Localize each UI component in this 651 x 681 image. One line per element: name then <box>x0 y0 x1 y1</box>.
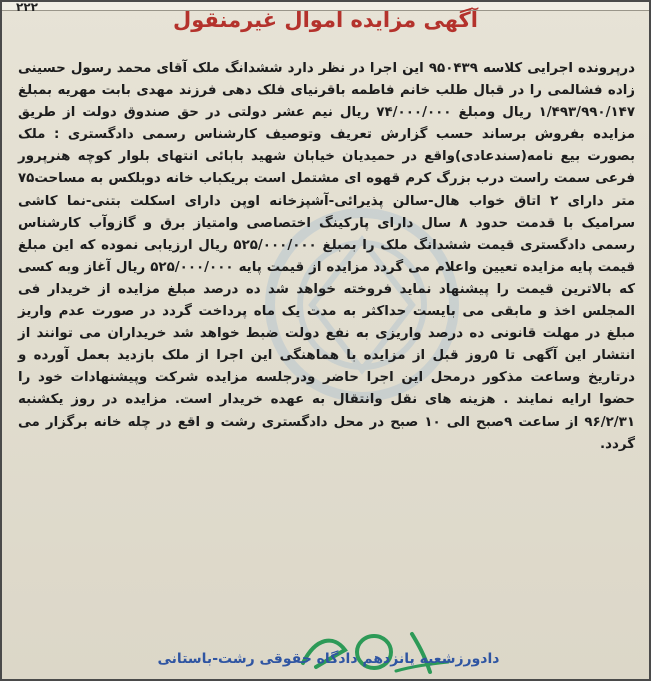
signature-line: دادورزشعبه پانزدهم دادگاه حقوقی رشت-باستانی <box>157 651 500 667</box>
notice-body: درپرونده اجرایی کلاسه ۹۵۰۴۳۹ این اجرا در نظر دارد ششدانگ ملک آقای محمد رسول حسینی زاده فشالمی را در قبال طلب خانم فاطمه باقرنیای فلک دهی فرزند مهدی بابت مهریه بمبلغ ۱/۴۹۳/۹۹۰/۱۴۷ ریال ومبلغ ۷۴/۰۰۰/۰۰۰ ریال نیم عشر دولتی در حق صندوق دولت از طریق مزایده بفروش برساند حسب گزارش تعریف وتوصیف کارشناس رسمی دادگستری : ملک بصورت بیع نامه(سندعادی)واقع در حمیدیان خیابان شهید بابائی انتهای بلوار کوچه هنرپرور فرعی سمت راست درب بزرگ کرم قهوه ای مشتمل است بریکباب خانه دوبلکس به مساحت۷۵ متر دارای ۲ اتاق خواب هال-سالن پذیرائی-آشپزخانه اوپن دارای اسکلت بتنی-نما کاشی سرامیک با قدمت حدود ۸ سال دارای پارکینگ اختصاصی وامتیاز برق و گازوآب کارشناس رسمی دادگستری قیمت ششدانگ ملک را بمبلغ ۵۲۵/۰۰۰/۰۰۰ ریال ارزیابی نموده که این مبلغ قیمت پایه مزایده تعیین واعلام می گردد مزایده از قیمت پایه ۵۲۵/۰۰۰/۰۰۰ ریال آغاز وبه کسی که بالاترین قیمت را پیشنهاد نماید فروخته خواهد شد ده درصد مبلغ مزایده از خریدار فی المجلس اخذ و مابقی می بایست حداکثر به مدت یک ماه پرداخت گردد در صورت عدم واریز مبلغ در مهلت قانونی ده درصد واریزی به نفع دولت ضبط خواهد شد خریداران می توانند از انتشار این آگهی تا ۵روز قبل از مزایده با هماهنگی این اجرا از ملک بازدید بعمل آورده و درتاریخ وساعت مذکور درمحل این اجرا حاضر ودرجلسه مزایده شرکت وپیشنهادات خود را حضوا ارایه نمایند . هزینه های نقل وانتقال به عهده خریدار است. مزایده در روز یکشنبه ۹۶/۲/۳۱ از ساعت ۹صبح الی ۱۰ صبح در محل دادگستری رشت و اقع در چله خانه برگزار می گردد. <box>18 61 636 452</box>
handwritten-number-mark <box>288 619 458 679</box>
notice-title: آگهی مزایده اموال غیرمنقول <box>173 8 478 32</box>
page-number: ۲۲۲ <box>16 0 38 14</box>
